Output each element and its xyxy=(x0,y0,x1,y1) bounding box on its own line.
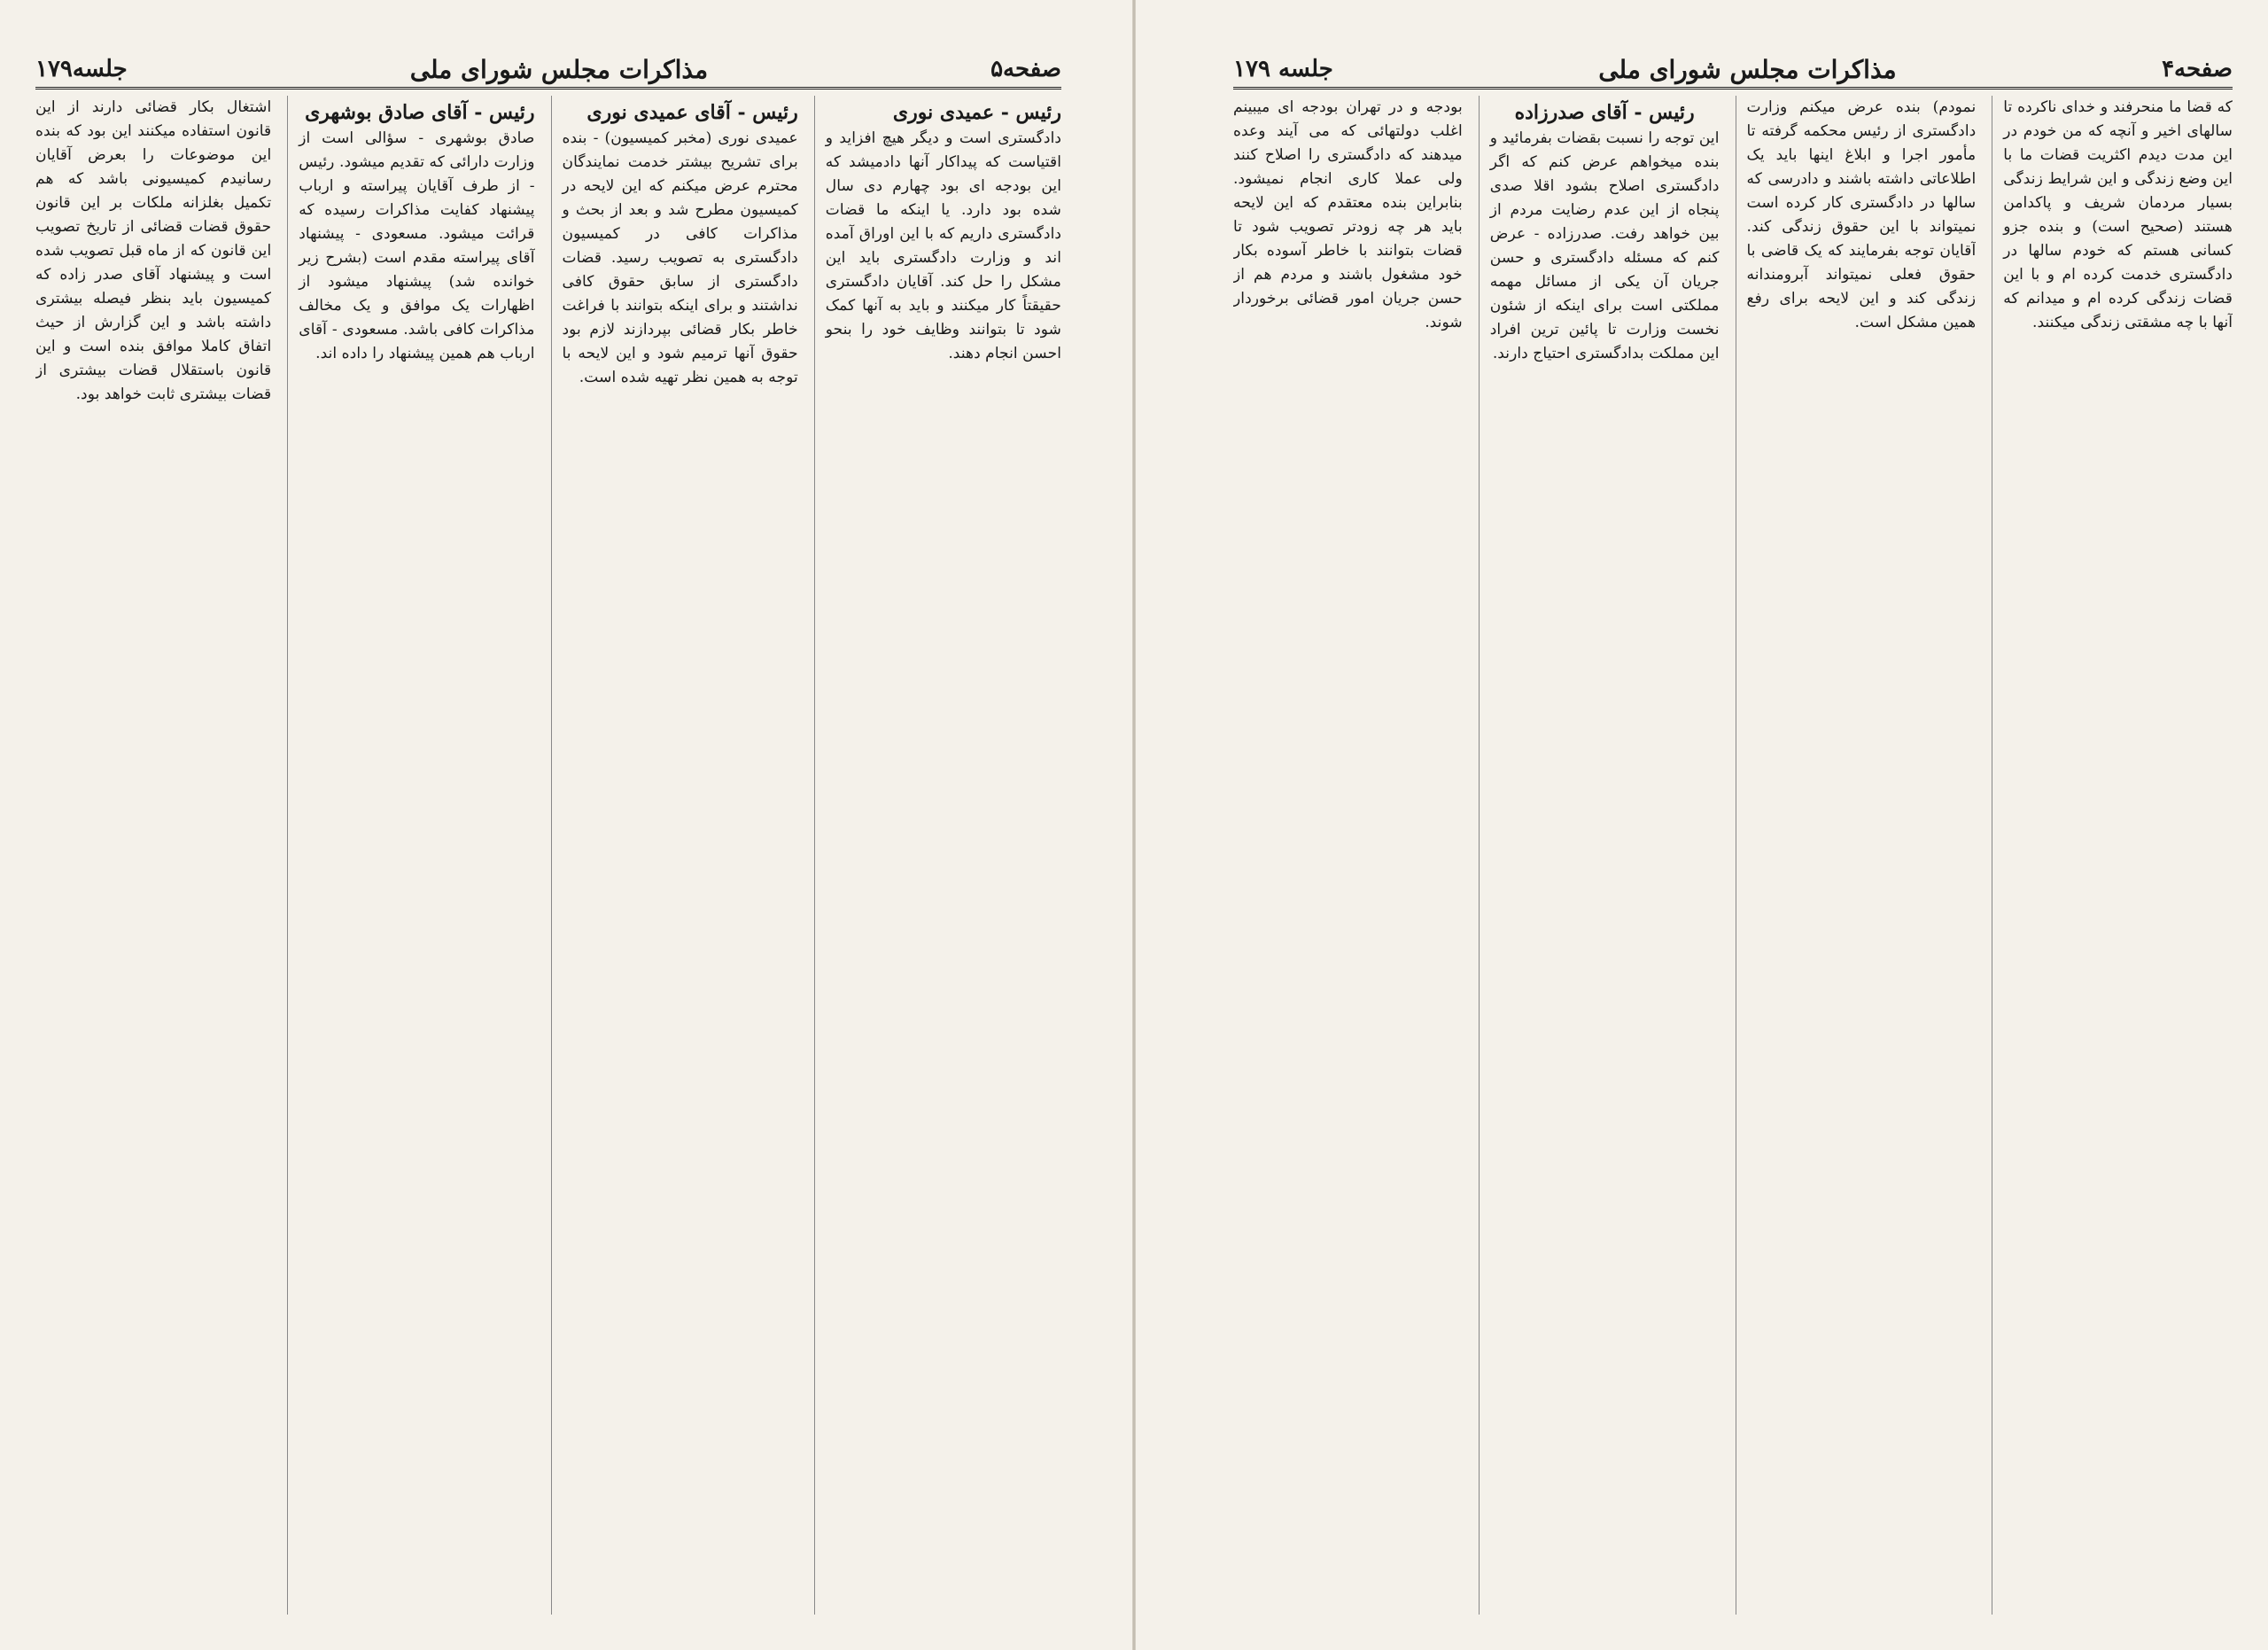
column-text: عمیدی نوری (مخبر کمیسیون) - بنده برای تشریح بیشتر خدمت نمایندگان محترم عرض میکنم که این لایحه در کمیسیون مطرح شد و بعد از بحث و مذاکرات کافی در کمیسیون دادگستری به تصویب رسید. قضات دادگستری از سابق حقوق کافی نداشتند و برای اینکه بتوانند با فراغت خاطر بکار قضائی بپردازند لازم بود حقوق آنها ترمیم شود و این لایحه با توجه به همین نظر تهیه شده است. xyxy=(562,129,798,386)
page-title: مذاکرات مجلس شورای ملی xyxy=(409,54,709,84)
page-title: مذاکرات مجلس شورای ملی xyxy=(1598,54,1897,84)
speaker-heading: رئیس - آقای صادق بوشهری xyxy=(305,101,535,124)
speaker-heading: رئیس - آقای عمیدی نوری xyxy=(586,101,798,124)
left-page xyxy=(0,0,1132,1650)
right-page-header xyxy=(1233,51,2233,90)
page-number: صفحه۴ xyxy=(2162,56,2233,82)
left-page-columns xyxy=(35,96,1061,1615)
column-text: بودجه و در تهران بودجه ای میبینم اغلب دولتهائی که می آیند وعده میدهند که دادگستری را اصلاح کنند ولی عملا کاری انجام نمیشود. بنابراین بنده معتقدم که این لایحه باید هر چه زودتر تصویب شود تا قضات بتوانند با خاطر آسوده بکار خود مشغول باشند و مردم هم از حسن جریان امور قضائی برخوردار شوند. xyxy=(1233,98,1463,331)
right-page xyxy=(1136,0,2268,1650)
session-number: جلسه۱۷۹ xyxy=(35,56,128,82)
text-column xyxy=(287,96,534,1615)
text-column xyxy=(1479,96,1720,1615)
text-column xyxy=(35,96,271,1615)
text-column xyxy=(1233,96,1463,1615)
column-text: صادق بوشهری - سؤالی است از وزارت دارائی که تقدیم میشود. رئیس - از طرف آقایان پیراسته و ارباب پیشنهاد کفایت مذاکرات رسیده که قرائت میشود. مسعودی - پیشنهاد آقای پیراسته مقدم است (بشرح زیر خوانده شد) پیشنهاد میشود از اظهارات یک موافق و یک مخالف مذاکرات کافی باشد. مسعودی - آقای ارباب هم همین پیشنهاد را داده اند. xyxy=(299,129,535,362)
text-column xyxy=(1736,96,1977,1615)
right-page-columns xyxy=(1233,96,2233,1615)
page-number: صفحه۵ xyxy=(990,56,1061,82)
speaker-heading: رئیس - آقای صدرزاده xyxy=(1514,101,1695,124)
text-column xyxy=(814,96,1061,1615)
left-page-header xyxy=(35,51,1061,90)
text-column xyxy=(1992,96,2233,1615)
column-text: که قضا ما منحرفند و خدای ناکرده تا سالهای اخیر و آنچه که من خودم در این مدت دیدم اکثریت قضات ما با این وضع زندگی و این شرایط زندگی بسیار مردمان شریف و پاکدامن هستند (صحیح است) و بنده جزو کسانی هستم که خودم سالها در دادگستری خدمت کرده ام و با این قضات زندگی کرده ام و میدانم که آنها با چه مشقتی زندگی میکنند. xyxy=(2003,98,2233,331)
session-number: جلسه ۱۷۹ xyxy=(1233,56,1333,82)
column-text: اشتغال بکار قضائی دارند از این قانون استفاده میکنند این بود که بنده این موضوعات را بعرض آقایان رسانیدم کمیسیونی باشد که هم تکمیل بغلزانه ملکات بر این قانون حقوق قضات قضائی از تاریخ تصویب این قانون که از ماه قبل تصویب شده است و پیشنهاد آقای صدر زاده که کمیسیون باید بنظر فیصله بیشتری داشته باشد و این گزارش از حیث اتفاق کاملا موافق بنده است و این قانون باستقلال قضات بیشتری از قضات بیشتری ثابت خواهد بود. xyxy=(35,98,272,403)
speaker-heading: رئیس - عمیدی نوری xyxy=(892,101,1061,124)
column-text: این توجه را نسبت بقضات بفرمائید و بنده میخواهم عرض کنم که اگر دادگستری اصلاح بشود اقلا صدی پنجاه از این عدم رضایت مردم از بین خواهد رفت. صدرزاده - عرض کنم که مسئله دادگستری و حسن جریان آن یکی از مسائل مهمه مملکتی است برای اینکه از شئون نخست وزارت تا پائین ترین افراد این مملکت بدادگستری احتیاج دارند. xyxy=(1489,129,1720,362)
text-column xyxy=(551,96,798,1615)
column-text: نمودم) بنده عرض میکنم وزارت دادگستری از رئیس محکمه گرفته تا مأمور اجرا و ابلاغ اینها باید یک اطلاعاتی داشته باشند و دادرسی که سالها در دادگستری کار کرده است نمیتواند با این حقوق زندگی کند. آقایان توجه بفرمایند که یک قاضی با حقوق فعلی نمیتواند آبرومندانه زندگی کند و این لایحه برای رفع همین مشکل است. xyxy=(1746,98,1977,331)
column-text: دادگستری است و دیگر هیچ افزاید و اقتیاست که پیداکار آنها دادمیشد که این بودجه ای بود چهارم دی سال شده بود دارد. یا اینکه ما قضات دادگستری داریم که با این اوراق آمده اند و وزارت دادگستری باید این مشکل را حل کند. آقایان دادگستری حقیقتاً کار میکنند و باید به آنها کمک شود تا بتوانند وظایف خود را بنحو احسن انجام دهند. xyxy=(825,129,1061,362)
